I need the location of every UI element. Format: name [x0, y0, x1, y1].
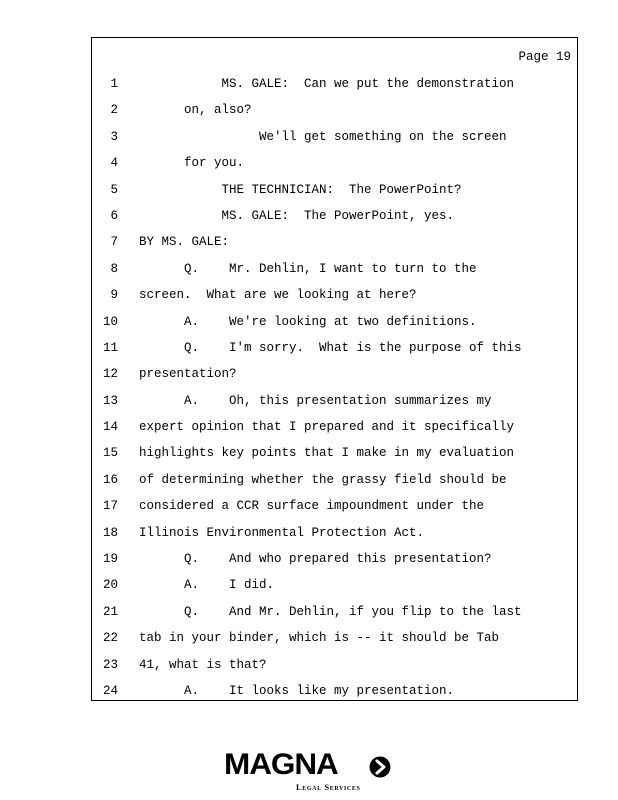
- transcript-line: [92, 652, 577, 678]
- line-text: THE TECHNICIAN: The PowerPoint?: [139, 182, 462, 197]
- transcript-line: [92, 282, 577, 308]
- line-number: 19: [102, 552, 118, 567]
- transcript-line: [92, 229, 577, 255]
- line-text: A. It looks like my presentation.: [139, 683, 455, 698]
- transcript-line: [92, 599, 577, 625]
- transcript-line: [92, 414, 577, 440]
- transcript-line: [92, 678, 577, 704]
- line-number: 10: [102, 314, 118, 329]
- transcript-line: [92, 388, 577, 414]
- line-number: 20: [102, 578, 118, 593]
- line-text: A. We're looking at two definitions.: [139, 314, 477, 329]
- transcript-lines: [92, 71, 577, 704]
- line-text: Q. I'm sorry. What is the purpose of this: [139, 340, 522, 355]
- line-number: 23: [102, 657, 118, 672]
- transcript-page: [91, 37, 578, 701]
- transcript-line: [92, 361, 577, 387]
- transcript-line: [92, 546, 577, 572]
- transcript-line: [92, 493, 577, 519]
- magna-logo: [224, 748, 396, 794]
- transcript-line: [92, 335, 577, 361]
- line-text: BY MS. GALE:: [139, 235, 230, 250]
- line-number: 3: [110, 129, 118, 144]
- line-text: highlights key points that I make in my evaluation: [139, 446, 515, 461]
- transcript-line: [92, 124, 577, 150]
- line-text: A. I did.: [139, 578, 275, 593]
- line-number: 11: [102, 340, 118, 355]
- transcript-line: [92, 71, 577, 97]
- line-text: MS. GALE: The PowerPoint, yes.: [139, 208, 455, 223]
- transcript-line: [92, 256, 577, 282]
- line-text: considered a CCR surface impoundment under the: [139, 499, 485, 514]
- line-number: 14: [102, 420, 118, 435]
- line-number: 5: [110, 182, 118, 197]
- line-number: 16: [102, 472, 118, 487]
- line-text: tab in your binder, which is -- it should be Tab: [139, 631, 500, 646]
- line-number: 4: [110, 156, 118, 171]
- line-text: presentation?: [139, 367, 237, 382]
- line-text: 41, what is that?: [139, 657, 267, 672]
- chevron-circle-icon: [369, 756, 391, 778]
- line-text: expert opinion that I prepared and it specifically: [139, 420, 515, 435]
- line-text: We'll get something on the screen: [139, 129, 507, 144]
- line-number: 2: [110, 103, 118, 118]
- line-text: screen. What are we looking at here?: [139, 288, 417, 303]
- line-number: 8: [110, 261, 118, 276]
- line-text: on, also?: [139, 103, 252, 118]
- page-number: Page 19: [518, 50, 571, 64]
- line-number: 18: [102, 525, 118, 540]
- transcript-line: [92, 520, 577, 546]
- line-text: Illinois Environmental Protection Act.: [139, 525, 425, 540]
- line-number: 9: [110, 288, 118, 303]
- line-text: Q. And who prepared this presentation?: [139, 552, 492, 567]
- transcript-line: [92, 97, 577, 123]
- line-number: 6: [110, 208, 118, 223]
- transcript-line: [92, 309, 577, 335]
- transcript-line: [92, 440, 577, 466]
- line-number: 12: [102, 367, 118, 382]
- line-number: 22: [102, 631, 118, 646]
- line-number: 1: [110, 77, 118, 91]
- line-number: 7: [110, 235, 118, 250]
- line-text: for you.: [139, 156, 245, 171]
- logo-wordmark: MAGNA: [224, 748, 338, 781]
- line-text: Q. And Mr. Dehlin, if you flip to the last: [139, 604, 522, 619]
- logo-subtitle: Legal Services: [296, 782, 361, 792]
- line-text: A. Oh, this presentation summarizes my: [139, 393, 492, 408]
- line-number: 15: [102, 446, 118, 461]
- transcript-line: [92, 177, 577, 203]
- transcript-line: [92, 467, 577, 493]
- line-text: MS. GALE: Can we put the demonstration: [139, 77, 515, 91]
- transcript-line: [92, 625, 577, 651]
- transcript-line: [92, 203, 577, 229]
- line-number: 13: [102, 393, 118, 408]
- line-text: of determining whether the grassy field should be: [139, 472, 507, 487]
- transcript-line: [92, 572, 577, 598]
- line-number: 17: [102, 499, 118, 514]
- line-text: Q. Mr. Dehlin, I want to turn to the: [139, 261, 477, 276]
- line-number: 21: [102, 604, 118, 619]
- transcript-line: [92, 150, 577, 176]
- line-number: 24: [102, 683, 118, 698]
